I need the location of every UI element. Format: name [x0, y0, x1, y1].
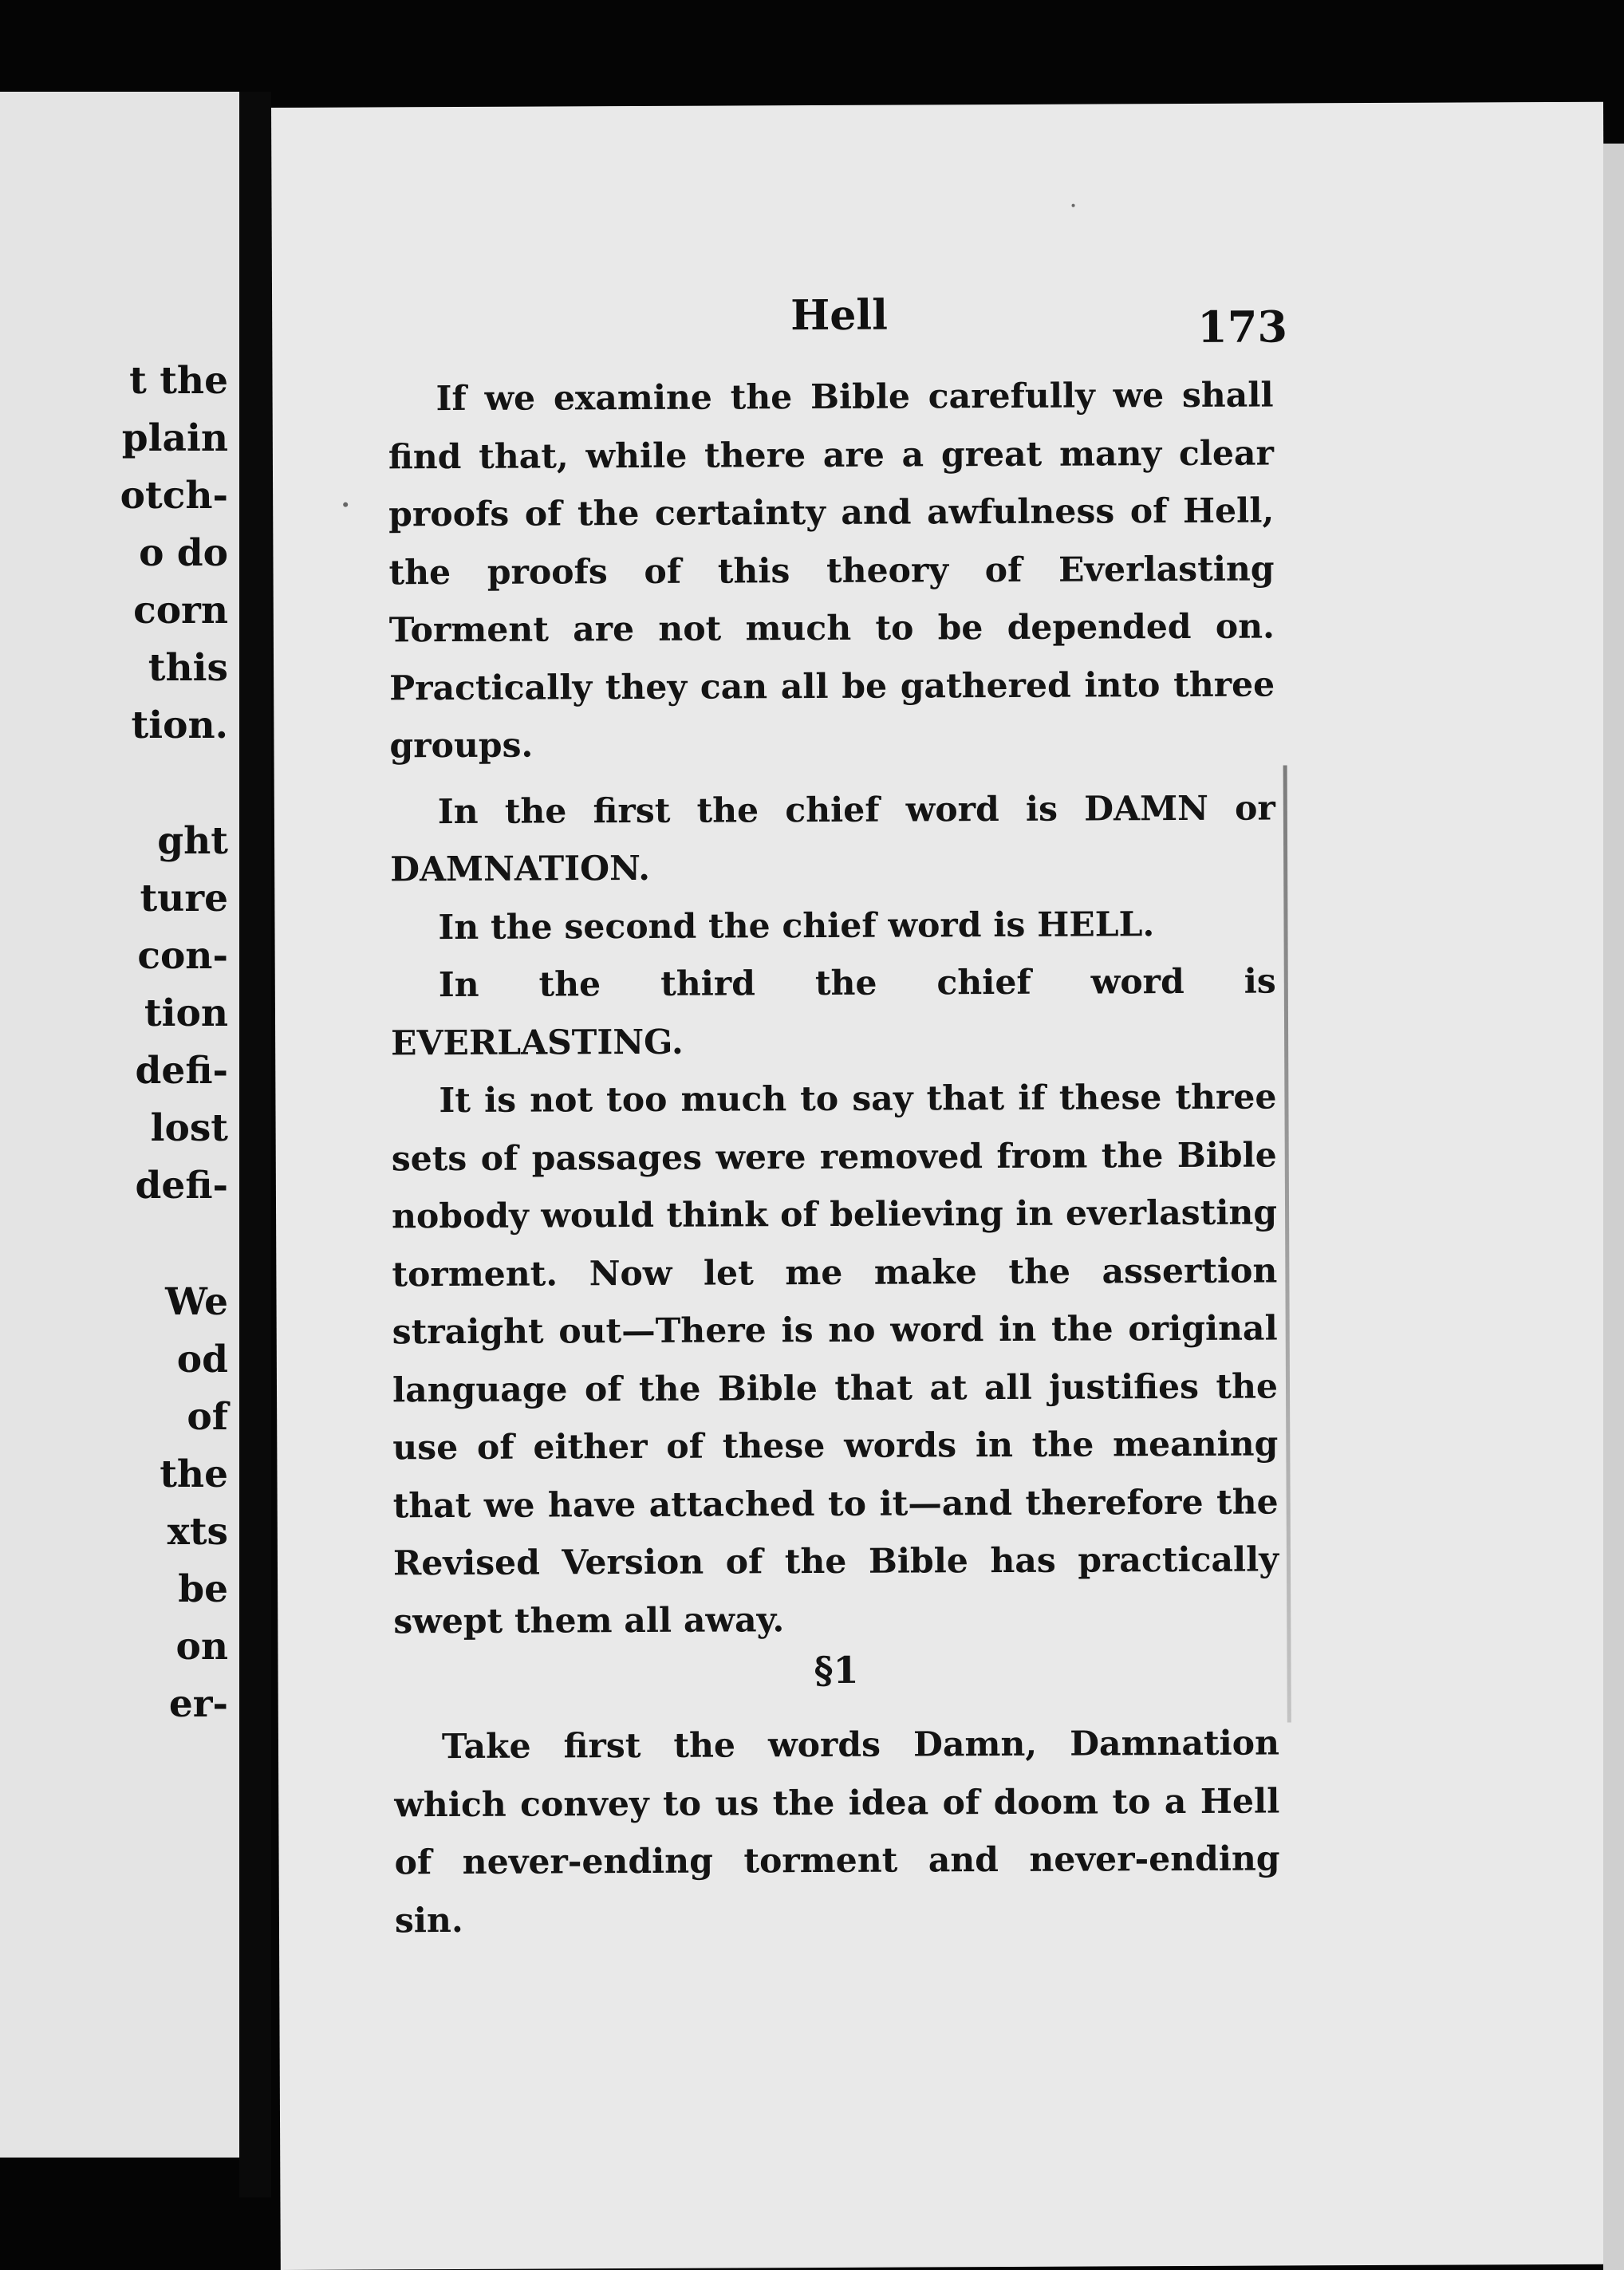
left-line-fragment: er- — [168, 1682, 228, 1726]
left-line-fragment: tion. — [131, 703, 228, 747]
running-head: Hell — [790, 290, 889, 341]
left-line-fragment: of — [187, 1395, 228, 1439]
paragraph: If we examine the Bible carefully we shall find that, while there are a great many clear proofs of the certainty and awfulness of Hell, the proofs of this theory of Everlasting Torment are not much to be depended on. Practically they can all be gathered into three groups. — [388, 375, 1275, 767]
left-line-fragment: otch- — [120, 474, 228, 518]
left-line-fragment: o do — [139, 531, 228, 575]
paragraph: In the second the chief word is HELL. — [438, 904, 1155, 948]
left-line-fragment: od — [176, 1338, 228, 1381]
marginal-rule — [1283, 765, 1291, 1722]
left-line-fragment: t the — [129, 359, 228, 403]
left-line-fragment: defi- — [135, 1049, 228, 1093]
left-line-fragment: lost — [150, 1106, 228, 1150]
left-line-fragment: ture — [140, 877, 228, 920]
left-line-fragment: tion — [144, 991, 228, 1035]
left-line-fragment: corn — [133, 589, 228, 633]
book-gutter — [239, 92, 271, 2197]
left-line-fragment: ght — [157, 819, 228, 863]
paragraph: It is not too much to say that if these three sets of passages were removed from the Bible nobody would think of believing in everlasting torment. Now let me make the assertion straight out—There is no word in the original language of the Bible that at all justifies the use of either of these words in the meaning that we have attached to it—and therefore the Revised Version of the Bible has practically swept them all away. — [391, 1077, 1279, 1641]
page-number: 173 — [1197, 301, 1288, 353]
paragraph: In the first the chief word is DAMN or DAMNATION. — [390, 788, 1275, 890]
left-line-fragment: defi- — [135, 1164, 228, 1208]
paragraph: Take first the words Damn, Damnation which convey to us the idea of doom to a Hell of never-ending torment and never-ending sin. — [394, 1723, 1280, 1941]
left-line-fragment: this — [148, 646, 228, 690]
left-line-fragment: the — [160, 1452, 228, 1496]
left-line-fragment: We — [165, 1280, 228, 1324]
left-line-fragment: xts — [167, 1510, 228, 1554]
previous-page-fragment — [0, 92, 239, 2158]
book-page — [271, 102, 1613, 2270]
body-text — [388, 367, 1283, 2270]
print-speck — [1072, 204, 1075, 207]
left-line-fragment: plain — [121, 416, 228, 460]
page-edge — [1603, 144, 1624, 2270]
left-line-fragment: on — [175, 1625, 228, 1669]
section-body-text — [394, 1715, 1280, 1950]
section-marker: §1 — [814, 1648, 859, 1693]
left-line-fragment: be — [178, 1567, 228, 1611]
left-line-fragment: con- — [137, 934, 228, 978]
print-speck — [343, 502, 348, 507]
paragraph: In the third the chief word is EVERLASTING. — [391, 961, 1276, 1063]
